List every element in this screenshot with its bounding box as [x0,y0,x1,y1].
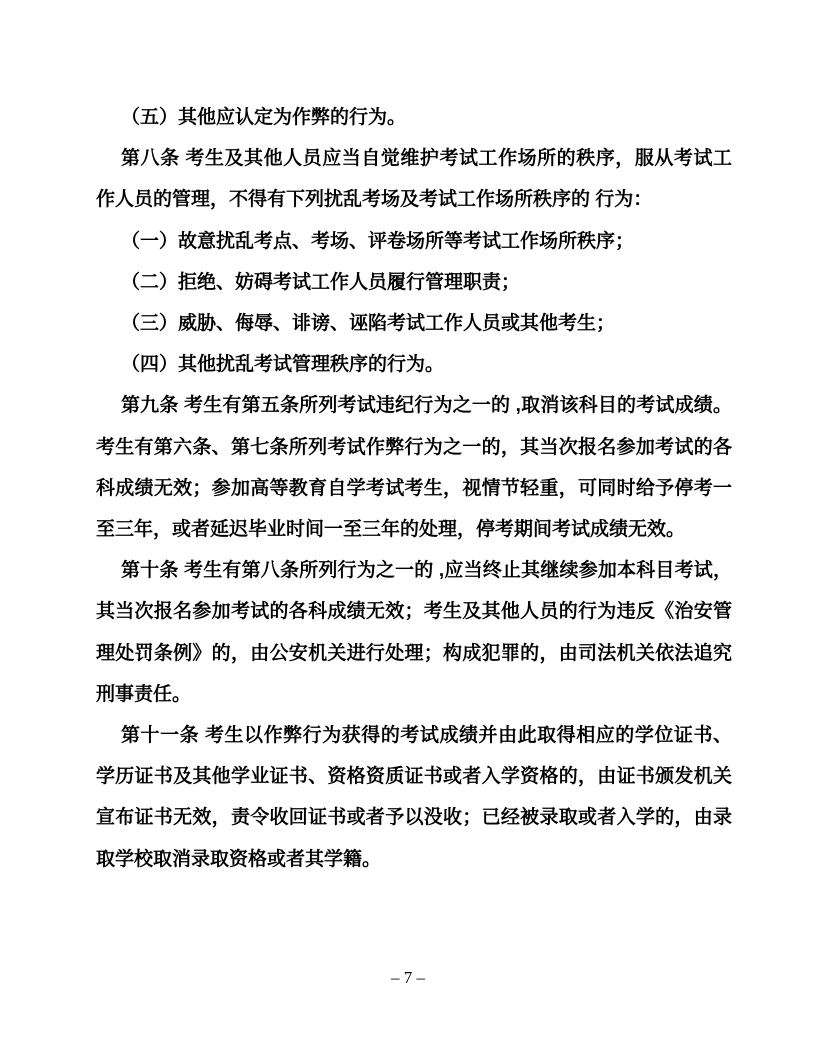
text-line-article-9-cont-3: 至三年，或者延迟毕业时间一至三年的处理，停考期间考试成绩无效。 [96,519,686,541]
text-line-item-5: （五）其他应认定为作弊的行为。 [121,107,407,128]
text-line-article-9-cont-2: 科成绩无效；参加高等教育自学考试考生，视情节轻重，可同时给予停考一 [96,477,732,499]
document-body [96,97,732,880]
text-line-item-4: （四）其他扰乱考试管理秩序的行为。 [121,354,445,376]
page-footer [0,967,816,989]
text-line-article-10-cont-1: 其当次报名参加考试的各科成绩无效；考生及其他人员的行为违反《治安管 [96,601,732,623]
text-line-article-11-cont-2: 宣布证书无效，责令收回证书或者予以没收；已经被录取或者入学的，由录 [96,807,732,829]
text-line-article-11-start: 第十一条 考生以作弊行为获得的考试成绩并由此取得相应的学位证书、 [121,725,732,747]
text-line-article-10-start: 第十条 考生有第八条所列行为之一的 ,应当终止其继续参加本科目考试， [121,560,732,582]
page-number: – 7 – [391,968,425,987]
text-line-article-8-start: 第八条 考生及其他人员应当自觉维护考试工作场所的秩序，服从考试工 [121,148,732,170]
text-line-item-2: （二）拒绝、妨碍考试工作人员履行管理职责； [121,271,521,293]
text-line-article-8-cont: 作人员的管理，不得有下列扰乱考场及考试工作场所秩序的 行为： [96,189,653,211]
text-line-article-10-cont-3: 刑事责任。 [96,683,192,705]
text-line-article-11-cont-3: 取学校取消录取资格或者其学籍。 [96,848,382,870]
text-line-article-9-start: 第九条 考生有第五条所列考试违纪行为之一的 ,取消该科目的考试成绩。 [121,395,732,417]
text-line-item-1: （一）故意扰乱考点、考场、评卷场所等考试工作场所秩序； [121,230,635,252]
text-line-article-10-cont-2: 理处罚条例》的，由公安机关进行处理；构成犯罪的，由司法机关依法追究 [96,642,732,664]
text-line-article-11-cont-1: 学历证书及其他学业证书、资格资质证书或者入学资格的，由证书颁发机关 [96,766,732,788]
text-line-article-9-cont-1: 考生有第六条、第七条所列考试作弊行为之一的，其当次报名参加考试的各 [96,436,732,458]
text-line-item-3: （三）威胁、侮辱、诽谤、诬陷考试工作人员或其他考生； [121,313,616,335]
